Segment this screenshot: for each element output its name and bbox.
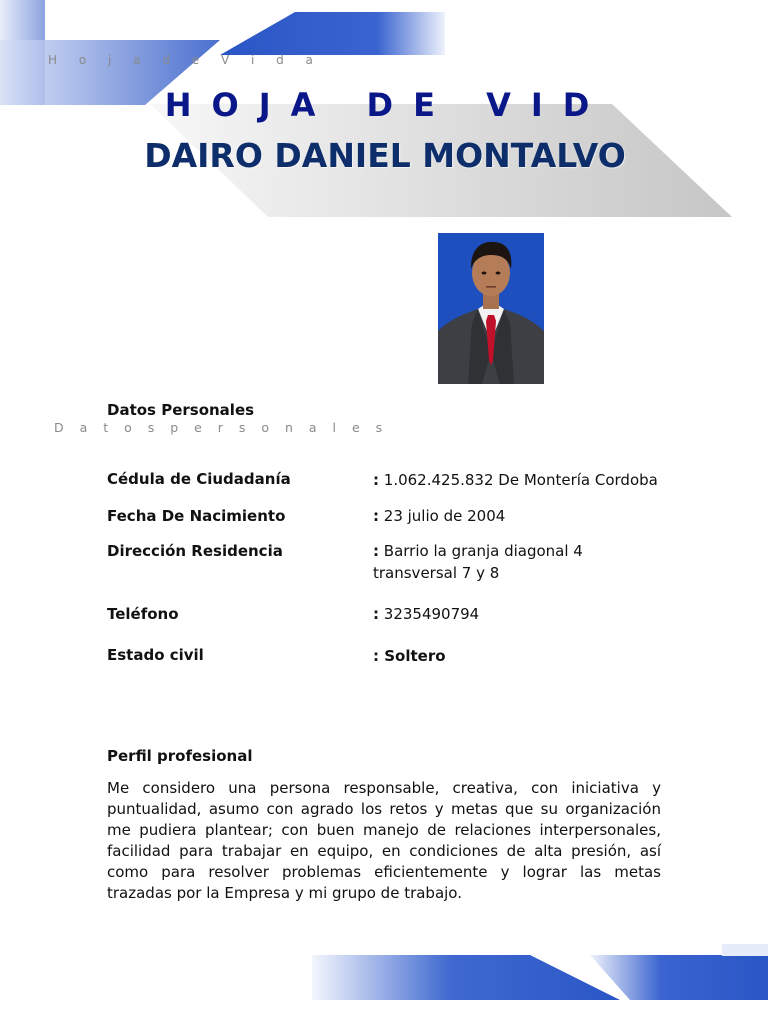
header-watermark: H o j a d e V i d a — [48, 53, 322, 67]
civil-status-value — [373, 645, 673, 667]
separator: : — [373, 507, 379, 525]
document-title: HOJA DE VID — [164, 86, 610, 124]
phone-label: Teléfono — [107, 605, 179, 623]
profile-photo — [438, 233, 544, 384]
birth-date-value — [373, 505, 673, 527]
address-value — [373, 540, 603, 584]
separator: : — [373, 471, 379, 489]
birth-date-label: Fecha De Nacimiento — [107, 507, 286, 525]
address-label: Dirección Residencia — [107, 542, 283, 560]
value-text: 23 julio de 2004 — [383, 507, 506, 525]
separator: : — [373, 647, 379, 665]
profile-text: Me considero una persona responsable, creativa, con iniciativa y puntualidad, asumo con agrado los retos y metas que su organización me pudiera plantear; con buen manejo de relaciones interpersonales, facilidad para trabajar en equipo, en condiciones de alta presión, así como para resolver problemas eficientemente y lograr las metas trazadas por la Empresa y mi grupo de trabajo. — [107, 779, 661, 902]
separator: : — [373, 542, 379, 560]
id-number-label: Cédula de Ciudadanía — [107, 470, 291, 488]
phone-value — [373, 603, 673, 625]
person-name: DAIRO DANIEL MONTALVO — [144, 136, 626, 175]
id-number-value — [373, 469, 673, 491]
personal-data-heading: Datos Personales — [107, 401, 255, 419]
value-text: Soltero — [384, 647, 446, 665]
value-text: Barrio la granja diagonal 4 transversal 7 y 8 — [373, 542, 583, 582]
value-text: 1.062.425.832 De Montería Cordoba — [383, 471, 658, 489]
civil-status-label: Estado civil — [107, 646, 204, 664]
value-text: 3235490794 — [383, 605, 480, 623]
separator: : — [373, 605, 379, 623]
personal-data-subheading: D a t o s p e r s o n a l e s — [54, 420, 389, 435]
profile-heading: Perfil profesional — [107, 747, 253, 765]
